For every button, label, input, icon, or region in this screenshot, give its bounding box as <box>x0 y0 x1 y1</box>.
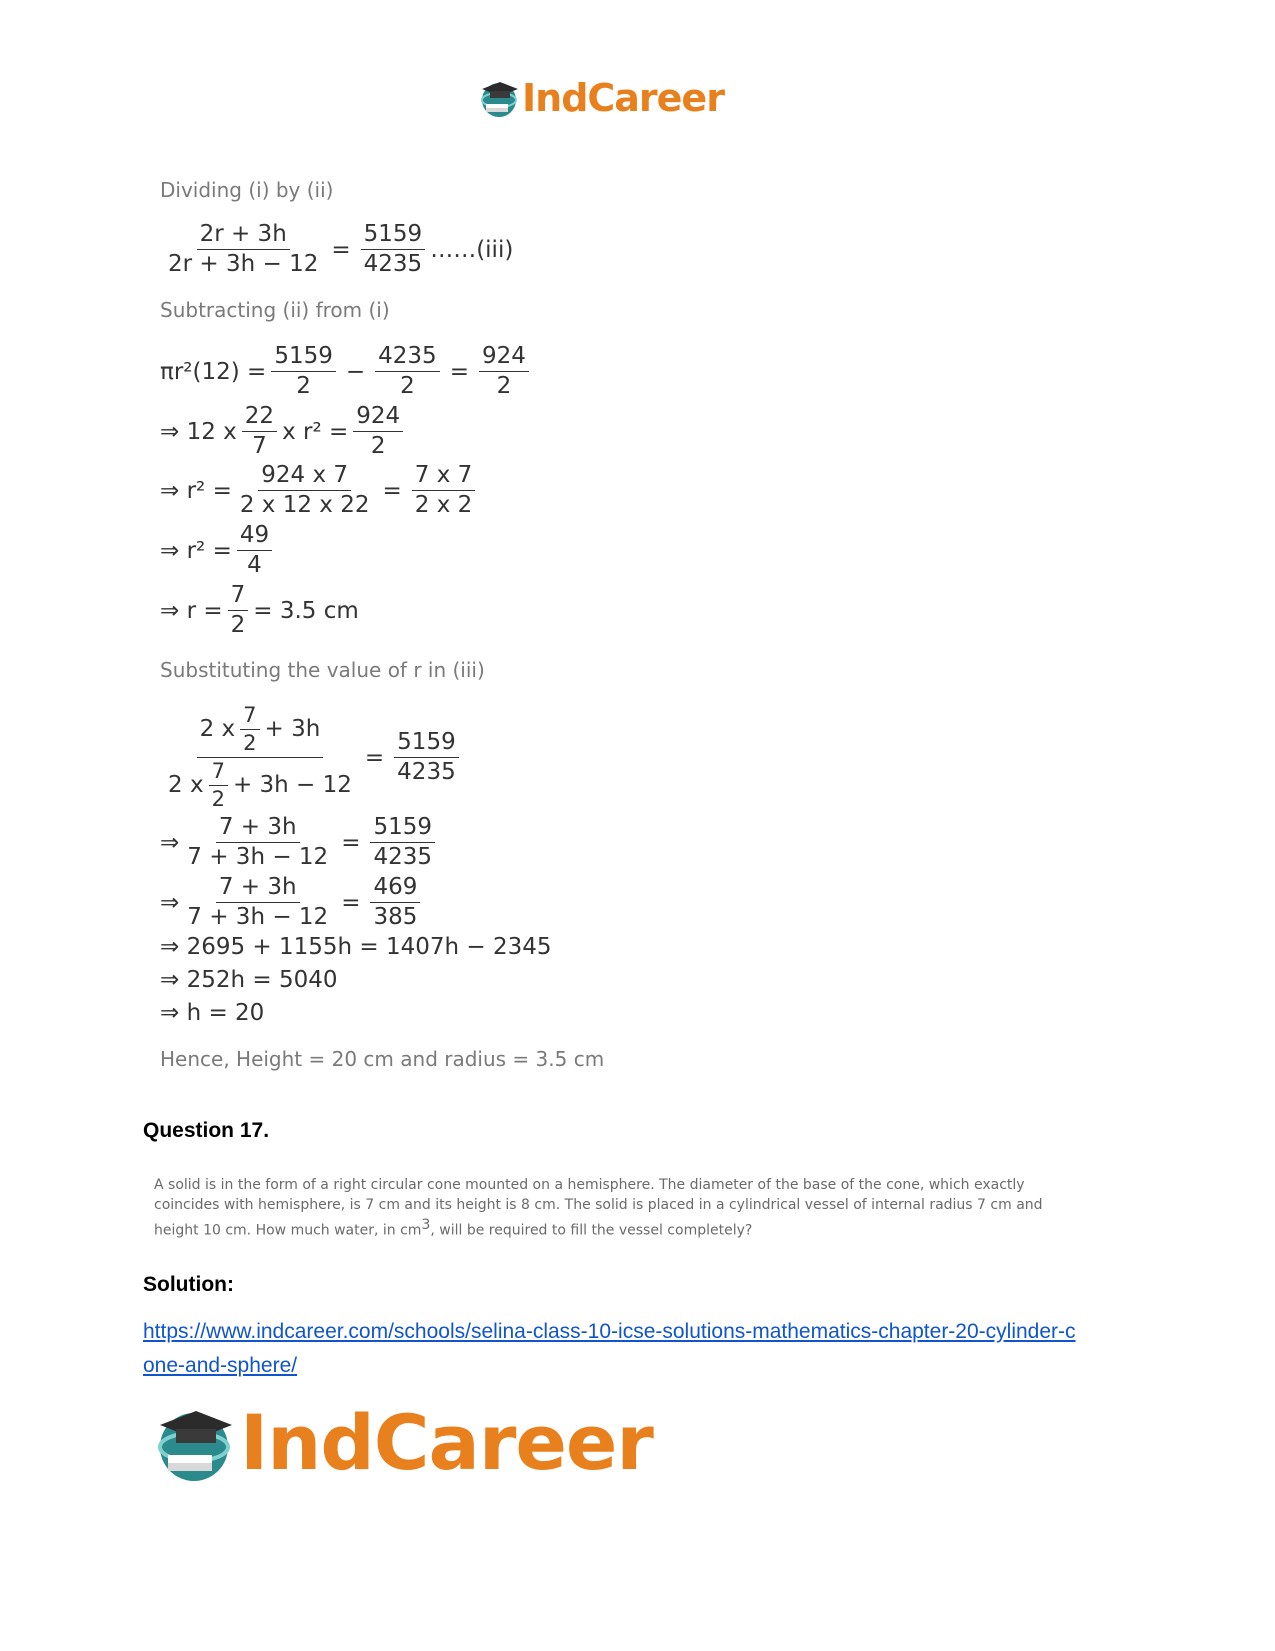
question-heading: Question 17. <box>143 1119 270 1142</box>
equation-line: ⇒ r² = $\frac{924 x 7}{2 x 12 x 22}$ = $\frac{7 x 7}{2 x 2}$ <box>160 463 480 519</box>
note-conclusion: Hence, Height = 20 cm and radius = 3.5 cm <box>160 1047 605 1071</box>
footer-logo <box>152 1398 653 1487</box>
note-subtracting: Subtracting (ii) from (i) <box>160 298 390 322</box>
equation-line: ⇒ $\frac{7 + 3h}{7 + 3h - 12}$ = $\frac{5159}{4235}$ <box>160 815 440 871</box>
brand-name: IndCareer <box>240 1398 653 1487</box>
equation-line: ⇒ 12 x $\frac{22}{7}$ x r² = $\frac{924}{2}$ <box>160 404 408 460</box>
equation-line: ⇒ r² = $\frac{49}{4}$ <box>160 523 277 579</box>
fraction: $\frac{2r + 3h}{2r + 3h - 12}$ <box>168 221 319 278</box>
header-logo <box>478 76 724 120</box>
equation-line: πr²(12) = $\frac{5159}{2}$ − $\frac{4235}{2}$ = $\frac{924}{2}$ <box>160 344 534 400</box>
question-text: A solid is in the form of a right circular cone mounted on a hemisphere. The diameter of the base of the cone, which exactly coincides with hemisphere, is 7 cm and its height is 8 cm. The solid is placed in a cylindrical vessel of internal radius 7 cm and height 10 cm. How much water, in $cm^3$, will be required to fill the vessel completely? <box>154 1177 1043 1239</box>
equation-iii: $\frac{2r + 3h}{2r + 3h - 12}$ = $\frac{5159}{4235}$ ……(iii) <box>160 222 513 278</box>
equation-line: 2 x $\frac{7}{2}$ + 3h 2 x $\frac{7}{2}$ + 3h − 12 = $\frac{5159}{4235}$ <box>160 704 464 811</box>
fraction: $\frac{5159}{4235}$ <box>361 222 426 278</box>
equation-tag: ……(iii) <box>430 236 514 263</box>
note-substituting: Substituting the value of r in (iii) <box>160 658 485 682</box>
solution-heading: Solution: <box>143 1273 234 1296</box>
graduation-cap-globe-icon <box>478 77 520 119</box>
equation-line: ⇒ h = 20 <box>160 1000 265 1026</box>
brand-name: IndCareer <box>522 76 724 120</box>
equation-line: ⇒ r = $\frac{7}{2}$ = 3.5 cm <box>160 582 359 639</box>
equation-line: ⇒ 252h = 5040 <box>160 967 338 993</box>
solution-link[interactable]: https://www.indcareer.com/schools/selina-class-10-icse-solutions-mathematics-chapter-20-cylinder-cone-and-sphere/ <box>143 1320 1076 1377</box>
equation-line: ⇒ 2695 + 1155h = 1407h − 2345 <box>160 934 552 960</box>
note-dividing: Dividing (i) by (ii) <box>160 178 334 202</box>
graduation-cap-globe-icon <box>152 1401 236 1485</box>
equation-line: ⇒ $\frac{7 + 3h}{7 + 3h - 12}$ = $\frac{469}{385}$ <box>160 875 425 931</box>
